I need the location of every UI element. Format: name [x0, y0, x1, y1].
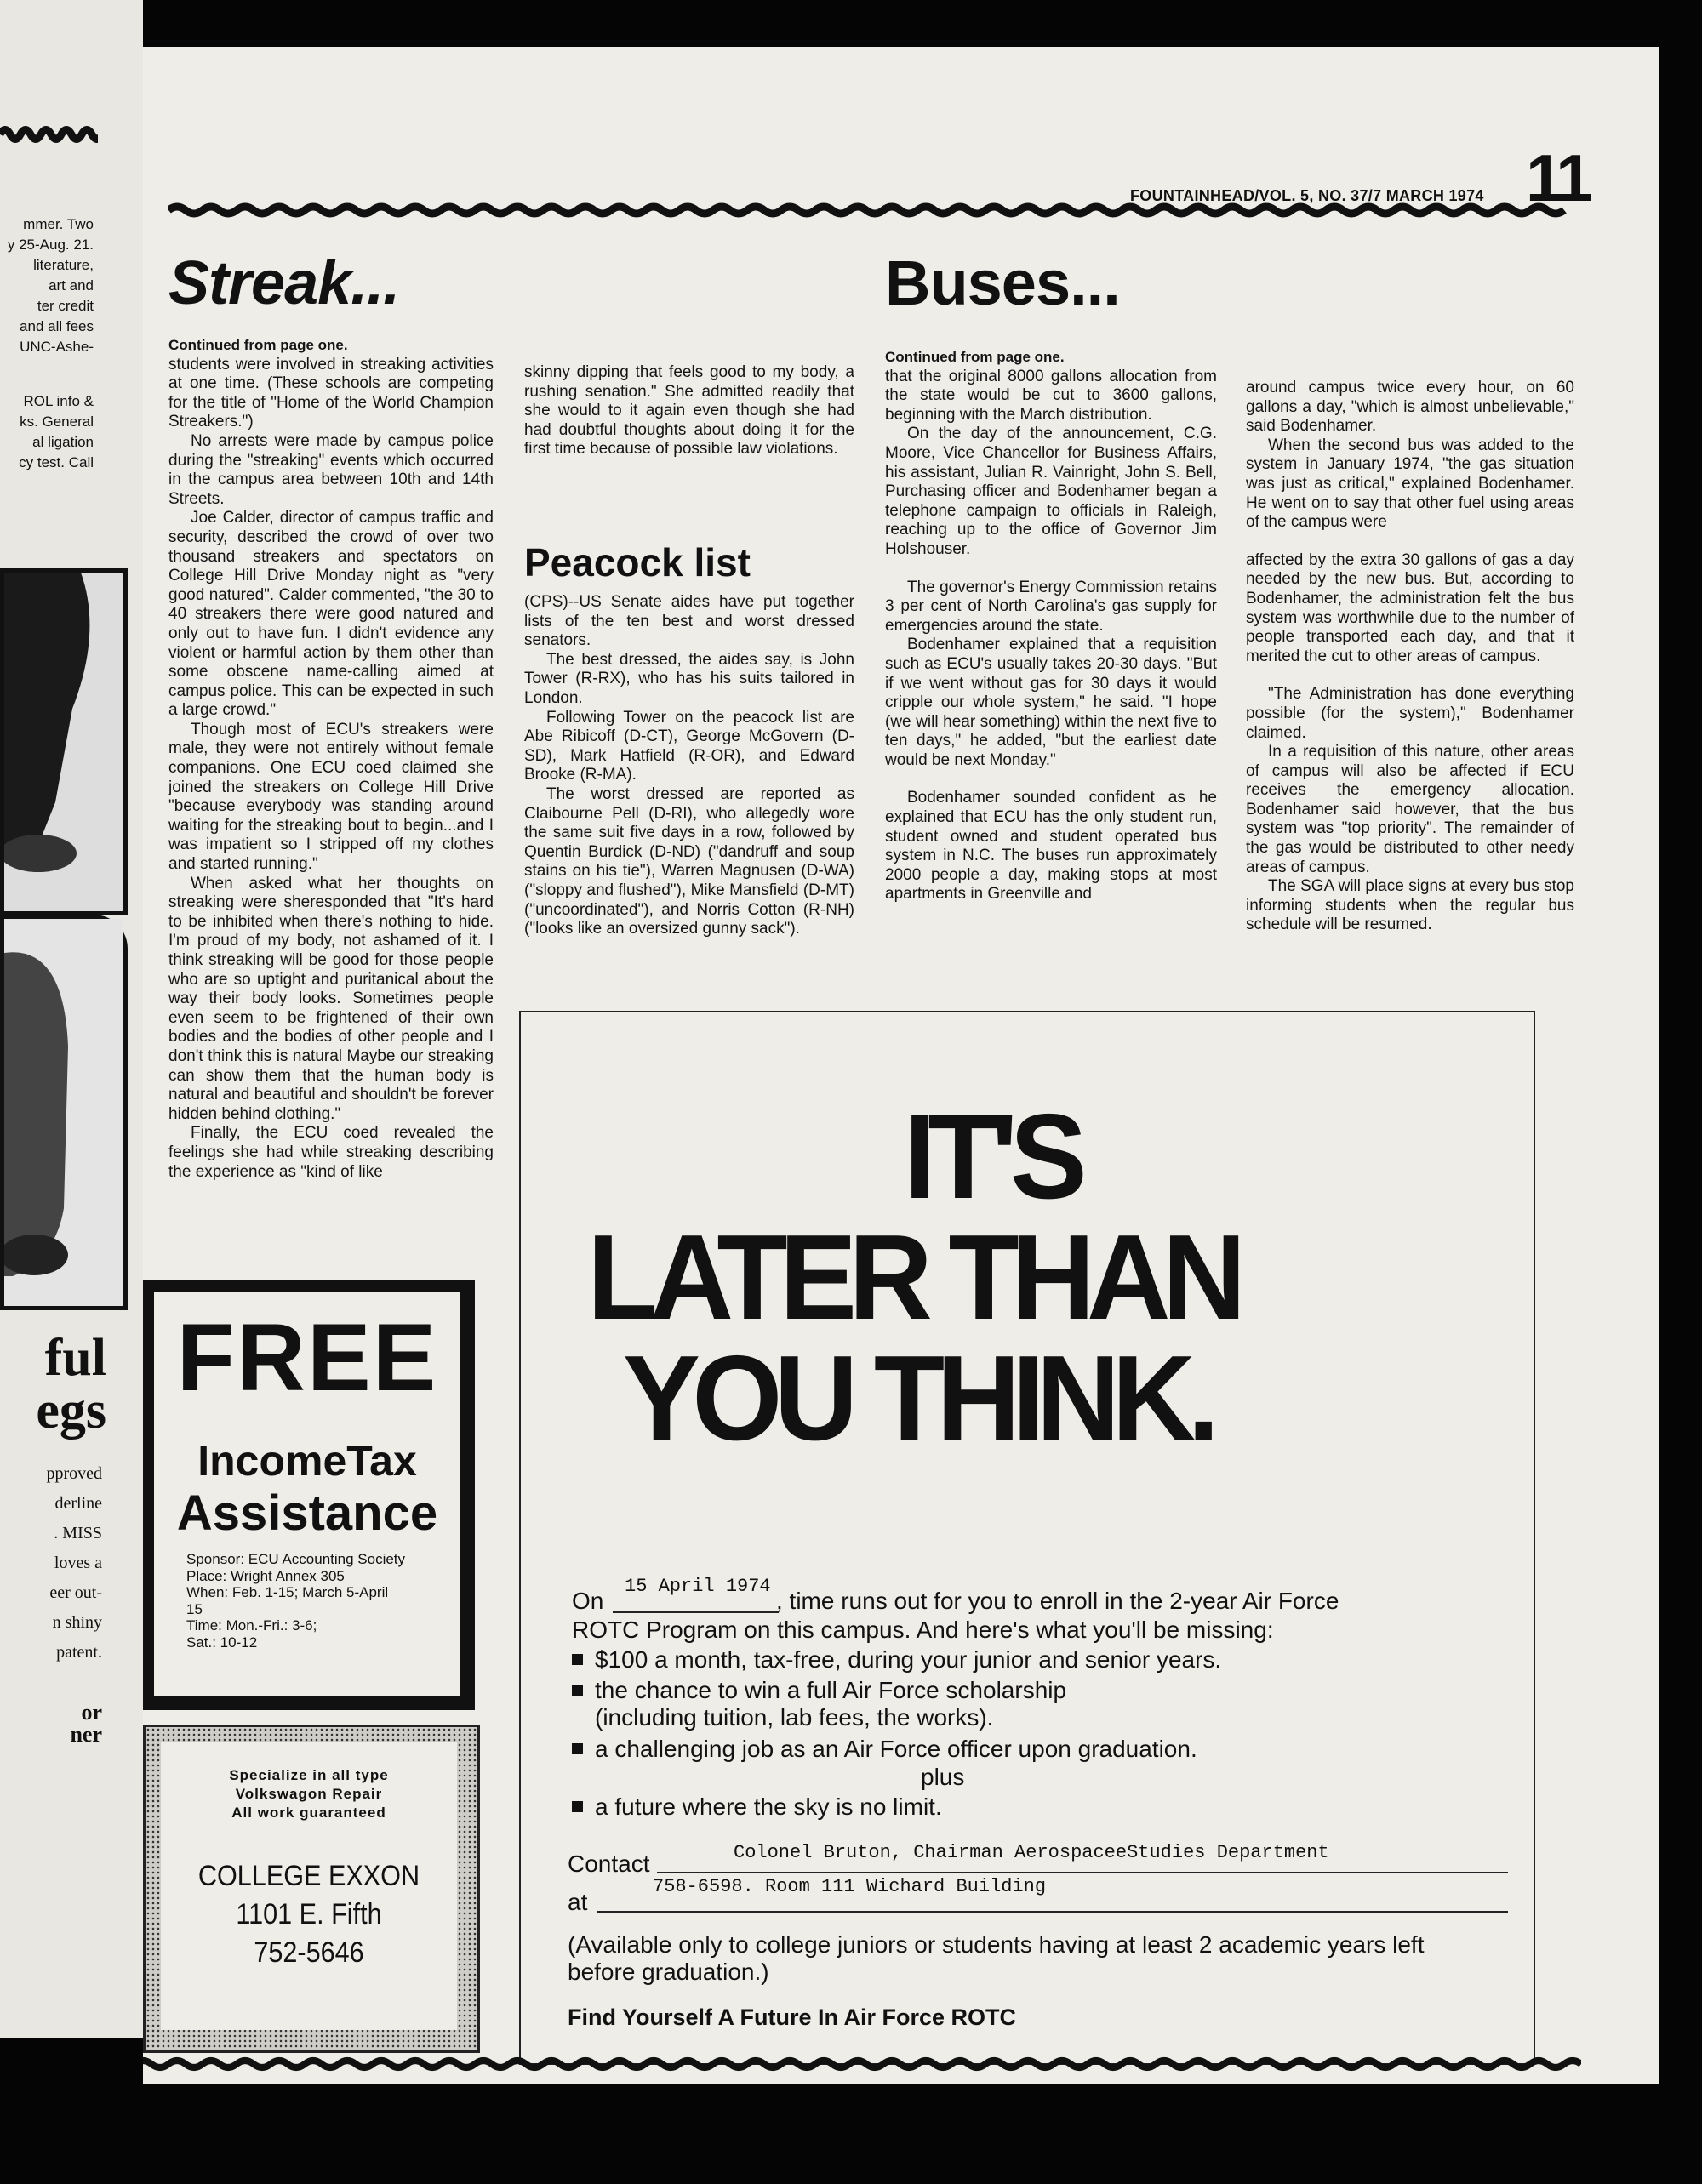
- college-exxon-ad: [143, 1725, 480, 2053]
- left-page-photo: [0, 568, 128, 915]
- streak-column-2: [524, 363, 854, 459]
- streak-column-1: [168, 336, 494, 1182]
- streak-headline: Streak...: [168, 249, 400, 317]
- benefit-item: a challenging job as an Air Force officer upon graduation.: [572, 1736, 1197, 1763]
- left-page-headline: ful egs: [36, 1329, 106, 1440]
- streak-paragraph: students were involved in streaking activities at one time. (These schools are competing for the title of "Home of the World Champion Streakers."): [168, 355, 494, 431]
- footer-rule: [143, 2055, 1581, 2073]
- ad-line-1: , time runs out for you to enroll in the 2-year Air Force: [776, 1588, 1339, 1614]
- free-heading: FREE: [176, 1304, 438, 1411]
- bullet-icon: [572, 1743, 583, 1754]
- ad-details: Sponsor: ECU Accounting Society Place: Wright Annex 305 When: Feb. 1-15; March 5-April 15 Time: Mon.-Fri.: 3-6; Sat.: 10-12: [186, 1551, 406, 1651]
- headline-you-think: YOU THINK.: [623, 1331, 1212, 1466]
- contact-underline: [657, 1872, 1508, 1873]
- left-page-text-low: pproved derline . MISS loves a eer out- n shiny patent.: [46, 1464, 102, 1662]
- availability-note: (Available only to college juniors or students having at least 2 academic years left before graduation.): [568, 1931, 1425, 1985]
- benefit-item: $100 a month, tax-free, during your junior and senior years.: [572, 1646, 1221, 1674]
- buses-paragraph: On the day of the announcement, C.G. Moore, Vice Chancellor for Business Affairs, his assistant, Julian R. Vainright, John S. Bell, Purchasing officer and Bodenhamer began a telephone campaign to officials in Raleigh, reaching up to the office of Governor Jim Holshouser.: [885, 425, 1217, 558]
- buses-paragraph: The governor's Energy Commission retains 3 per cent of North Carolina's gas supply for emergencies around the state.: [885, 578, 1217, 635]
- buses-paragraph: affected by the extra 30 gallons of gas a day needed by the new bus. But, according to Bodenhamer, the administration felt the bus system was worthwhile due to the number of people transported each day, and that it merited the cut to other areas of campus.: [1246, 550, 1574, 665]
- peacock-paragraph: The best dressed, the aides say, is John Tower (R-RX), who has his suits tailored in London.: [524, 650, 854, 707]
- peacock-paragraph: The worst dressed are reported as Claibourne Pell (D-RI), who allegedly wore the same suit five days in a row, followed by Quentin Burdick (D-ND) ("dandruff and soup stains on his tie"), Warren Magnusen (D-WA) ("sloppy and flushed"), Mike Mansfield (D-MT) ("uncoordinated"), and Norris Cotton (R-NH) ("looks like an oversized gunny sack").: [524, 784, 854, 938]
- wavy-rule-icon: [0, 123, 98, 145]
- headline-its: IT'S: [904, 1089, 1080, 1224]
- bullet-icon: [572, 1654, 583, 1665]
- buses-paragraph: The SGA will place signs at every bus stop informing students when the regular bus schedule will be resumed.: [1246, 877, 1574, 934]
- bullet-icon: [572, 1801, 583, 1812]
- contact-location: 758-6598. Room 111 Wichard Building: [653, 1876, 1047, 1897]
- benefit-item: the chance to win a full Air Force scholarship: [572, 1677, 1066, 1704]
- streak-paragraph: When asked what her thoughts on streaking were sheresponded that "It's hard to be inhibited when there's nothing to hide. I'm proud of my body, not ashamed of it. I think streaking will be good for those people who are so uptight and puritanical about the way their body looks. Sometimes people even seem to be frightened of their own bodies and the bodies of other people and I don't think this is natural Maybe our streaking can show them that the human body is natural and beautiful and shouldn't be forever hidden behind clothing.": [168, 874, 494, 1123]
- income-tax-heading: IncomeTax: [197, 1437, 417, 1485]
- left-page-bottom: or ner: [70, 1700, 102, 1747]
- peacock-headline: Peacock list: [524, 540, 751, 584]
- deadline-date: 15 April 1974: [625, 1576, 771, 1597]
- exxon-services: Specialize in all type Volkswagon Repair All work guaranteed: [229, 1767, 389, 1821]
- header-rule: [168, 200, 1573, 220]
- date-underline: [613, 1611, 779, 1613]
- continued-note: Continued from page one.: [885, 349, 1065, 365]
- buses-paragraph: around campus twice every hour, on 60 gallons a day, "which is almost unbelievable," said Bodenhamer.: [1246, 379, 1574, 436]
- exxon-contact: COLLEGE EXXON 1101 E. Fifth 752-5646: [197, 1860, 420, 1969]
- streak-paragraph: Finally, the ECU coed revealed the feelings she had while streaking describing the experience as "kind of like: [168, 1124, 494, 1181]
- masthead-line: FOUNTAINHEAD/VOL. 5, NO. 37/7 MARCH 1974: [1130, 187, 1484, 204]
- headline-later-than: LATER THAN: [587, 1210, 1238, 1345]
- benefit-item-cont: (including tuition, lab fees, the works).: [595, 1704, 994, 1731]
- contact-name: Colonel Bruton, Chairman AerospaceeStudies Department: [734, 1842, 1329, 1863]
- streak-paragraph: No arrests were made by campus police during the "streaking" events which occurred in the campus area between 10th and 14th Streets.: [168, 431, 494, 508]
- location-underline: [597, 1911, 1508, 1913]
- streak-paragraph: Though most of ECU's streakers were male, they were not entirely without female companions. One ECU coed claimed she joined the streakers on College Hill Drive "because everybody was standing around waiting for the streaking bout to begin...and I was impatient so I stripped off my clothes and started running.": [168, 720, 494, 874]
- continued-note: Continued from page one.: [168, 337, 348, 353]
- buses-column-2: [1246, 379, 1574, 935]
- left-page-photo-2: [0, 915, 128, 1310]
- enroll-label: On: [572, 1588, 604, 1614]
- buses-paragraph: In a requisition of this nature, other areas of campus will also be affected if ECU receives the emergency allocation. Bodenhamer said however, that the bus system was "top priority". The remainder of the gas would be distributed to other needy areas of campus.: [1246, 743, 1574, 876]
- ad-line-2: ROTC Program on this campus. And here's what you'll be missing:: [572, 1617, 1274, 1643]
- air-force-rotc-ad: [519, 1011, 1535, 2065]
- peacock-paragraph: Following Tower on the peacock list are Abe Ribicoff (D-CT), George McGovern (D-SD), Mark Hatfield (R-OR), and Edward Brooke (R-MA).: [524, 708, 854, 784]
- left-page-text-mid: ROL info & ks. General al ligation cy test. Call: [19, 393, 94, 470]
- benefit-item: a future where the sky is no limit.: [572, 1793, 942, 1821]
- streak-paragraph: Joe Calder, director of campus traffic and security, described the crowd of over two thousand streakers and spectators on College Hill Drive Monday night as "very good natured". Calder commented, "the 30 to 40 streakers there were good natured and only out to have fun. I didn't evidence any violent or harmful action by them other than some obscene name-calling aimed at campus police. This can be expected in such a large crowd.": [168, 509, 494, 720]
- buses-paragraph: When the second bus was added to the system in January 1974, "the gas situation was just as critical," explained Bodenhamer. He went on to say that other fuel using areas of the campus were: [1246, 436, 1574, 532]
- at-label: at: [568, 1889, 588, 1915]
- buses-paragraph: Bodenhamer sounded confident as he explained that ECU has the only student run, student owned and student operated bus system in N.C. The buses run approximately 2000 people a day, making stops at most apartments in Greenville and: [885, 789, 1217, 904]
- newspaper-page: [143, 47, 1659, 2084]
- plus-text: plus: [921, 1764, 965, 1790]
- buses-paragraph: Bodenhamer explained that a requisition such as ECU's usually takes 20-30 days. "But if we went without gas for 30 days it would cripple our whole system," he said. "I hope (we will hear something) within the next five to ten days," he added, "but the earliest date would be next Monday.": [885, 636, 1217, 769]
- adjacent-page-strip: [0, 0, 143, 2038]
- streak-paragraph: skinny dipping that feels good to my body, a rushing senation." She admitted readily that she would to it again even though she had had doubtful thoughts about doing it for the first time because of possible law violations.: [524, 363, 854, 459]
- left-page-text-top: mmer. Two y 25-Aug. 21. literature, art and ter credit and all fees UNC-Ashe-: [7, 216, 94, 355]
- buses-paragraph: "The Administration has done everything possible (for the system)," Bodenhamer claimed.: [1246, 685, 1574, 742]
- peacock-paragraph: (CPS)--US Senate aides have put together lists of the ten best and worst dressed senators.: [524, 593, 854, 650]
- peacock-column: [524, 593, 854, 939]
- buses-headline: Buses...: [885, 248, 1120, 318]
- assistance-heading: Assistance: [176, 1485, 438, 1541]
- income-tax-ad: [143, 1280, 475, 1710]
- buses-column-1: [885, 348, 1217, 904]
- buses-paragraph: that the original 8000 gallons allocation from the state would be cut to 3600 gallons, beginning with the March distribution.: [885, 367, 1217, 424]
- tagline: Find Yourself A Future In Air Force ROTC: [568, 2004, 1017, 2030]
- bullet-icon: [572, 1685, 583, 1696]
- contact-label: Contact: [568, 1850, 650, 1877]
- page-number: 11: [1526, 140, 1590, 215]
